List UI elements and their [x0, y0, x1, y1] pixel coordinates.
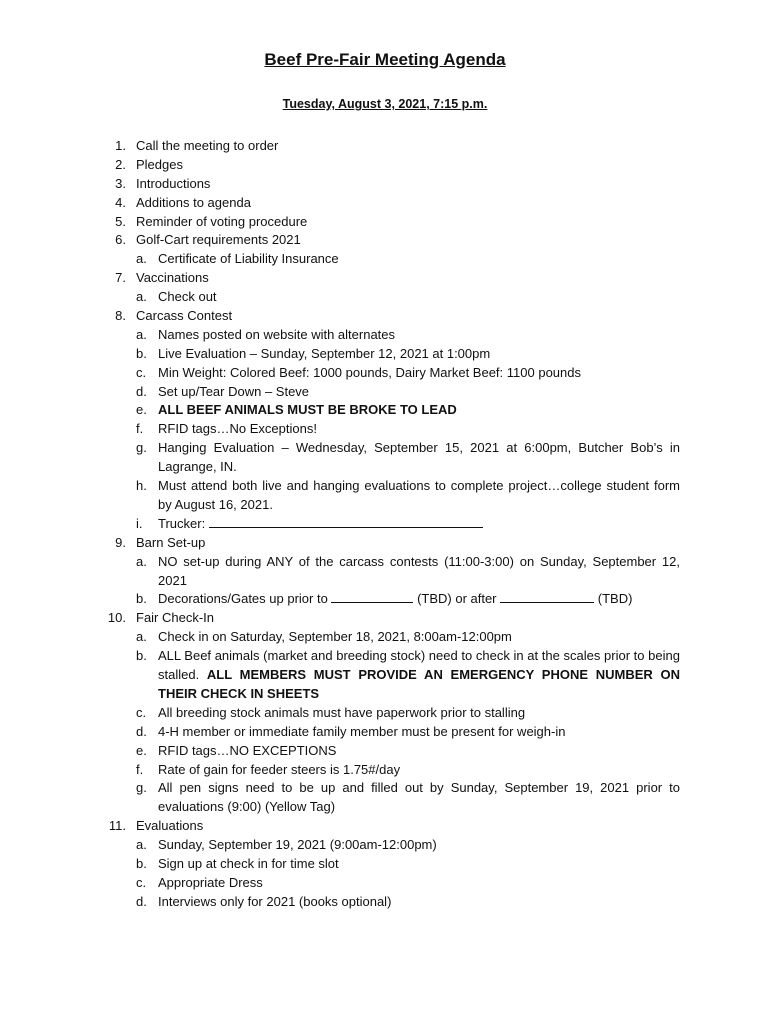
agenda-item: 8. Carcass Contest — [115, 308, 233, 324]
page-title: Beef Pre-Fair Meeting Agenda — [264, 50, 506, 69]
agenda-subitem: c. Appropriate Dress — [136, 874, 263, 890]
agenda-subitem: d. Set up/Tear Down – Steve — [136, 383, 310, 399]
agenda-subitem: e. ALL BEEF ANIMALS MUST BE BROKE TO LEAD — [136, 402, 457, 418]
agenda-subitem: c. Min Weight: Colored Beef: 1000 pounds, Dairy Market Beef: 1100 pounds — [136, 364, 581, 380]
after-blank-line — [500, 590, 594, 603]
agenda-subitem: b. ALL Beef animals (market and breeding stock) need to check in at the scales prior to being stalled. ALL MEMBERS MUST PROVIDE AN EMERGENCY PHONE NUMBER ON THEIR CHECK IN SHEETS — [136, 648, 680, 701]
agenda-subitem: e. RFID tags…NO EXCEPTIONS — [136, 742, 337, 758]
agenda-subitem: d. Interviews only for 2021 (books optional) — [136, 893, 392, 909]
trucker-blank-line — [209, 515, 483, 528]
agenda-item: 2. Pledges — [115, 156, 183, 172]
decorations-blank-line — [331, 590, 413, 603]
agenda-item: 1. Call the meeting to order — [115, 138, 279, 153]
agenda-item: 7. Vaccinations — [115, 270, 209, 286]
agenda-subitem: a. NO set-up during ANY of the carcass contests (11:00-3:00) on Sunday, September 12, 2021 — [136, 553, 680, 588]
agenda-item: 6. Golf-Cart requirements 2021 — [115, 232, 301, 248]
agenda-subitem: g. Hanging Evaluation – Wednesday, September 15, 2021 at 6:00pm, Butcher Bob’s in Lagrange, IN. — [136, 440, 680, 475]
agenda-subitem: a. Certificate of Liability Insurance — [136, 251, 339, 267]
agenda-subitem: f. Rate of gain for feeder steers is 1.75#/day — [136, 761, 401, 777]
agenda-subitem: a. Names posted on website with alternates — [136, 326, 396, 342]
agenda-subitem: b. Decorations/Gates up prior to (TBD) or after (TBD) — [136, 591, 633, 607]
agenda-subitem: b. Live Evaluation – Sunday, September 12, 2021 at 1:00pm — [136, 345, 491, 361]
emergency-phone-notice: ALL MEMBERS MUST PROVIDE AN EMERGENCY PHONE NUMBER ON THEIR CHECK IN SHEETS — [158, 667, 680, 701]
agenda-subitem: d. 4-H member or immediate family member must be present for weigh-in — [136, 723, 566, 739]
agenda-item: 9. Barn Set-up — [115, 534, 206, 550]
agenda-subitem: h. Must attend both live and hanging evaluations to complete project…college student form by August 16, 2021. — [136, 478, 680, 512]
agenda-subitem: b. Sign up at check in for time slot — [136, 856, 339, 872]
agenda-item: 3. Introductions — [115, 175, 211, 191]
agenda-item: 11. Evaluations — [108, 818, 204, 834]
agenda-subitem: a. Sunday, September 19, 2021 (9:00am-12:00pm) — [136, 837, 437, 853]
agenda-item: 10. Fair Check-In — [107, 610, 215, 626]
agenda-subitem: f. RFID tags…No Exceptions! — [136, 421, 317, 437]
agenda-subitem: a. Check out — [136, 289, 217, 305]
agenda-subitem: a. Check in on Saturday, September 18, 2021, 8:00am-12:00pm — [136, 629, 512, 645]
trucker-label: Trucker: — [158, 515, 206, 531]
agenda-subitem: i. Trucker: — [0, 515, 770, 534]
agenda-subitem: g. All pen signs need to be up and filled out by Sunday, September 19, 2021 prior to evaluations (9:00) (Yellow Tag) — [136, 780, 680, 815]
agenda-item: 4. Additions to agenda — [115, 194, 251, 210]
agenda-item: 5. Reminder of voting procedure — [115, 213, 308, 229]
meeting-date: Tuesday, August 3, 2021, 7:15 p.m. — [282, 97, 488, 111]
agenda-subitem: c. All breeding stock animals must have paperwork prior to stalling — [136, 704, 526, 720]
agenda-list — [0, 137, 770, 912]
